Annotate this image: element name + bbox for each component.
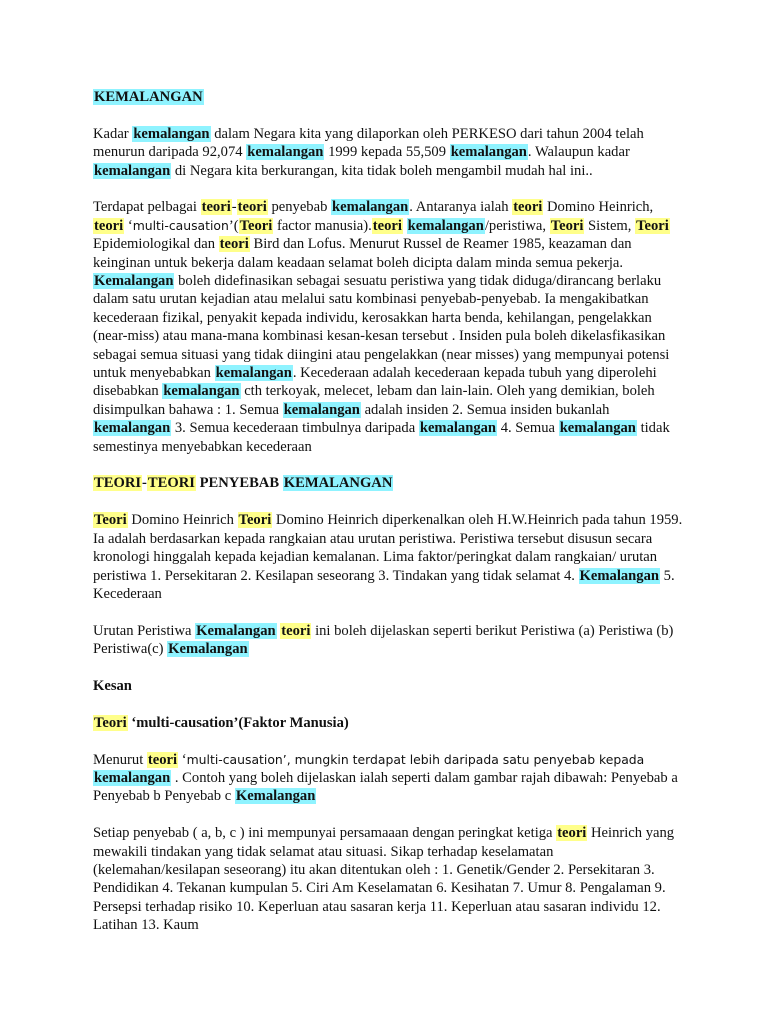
highlight-teori: teori — [281, 622, 311, 639]
highlight-teori: Teori — [239, 217, 273, 234]
text-run: 3. Semua kecederaan timbulnya daripada — [171, 420, 419, 437]
text-run: penyebab — [267, 199, 332, 216]
text-run: 5. Kecederaan — [93, 567, 675, 602]
paragraph-multi-causation — [93, 751, 683, 806]
text-run: Setiap penyebab ( a, b, c ) ini mempunyai persamaaan dengan peringkat ketiga — [93, 825, 557, 842]
highlight-kemalangan: KEMALANGAN — [283, 475, 393, 492]
highlight-teori: teori — [513, 199, 543, 216]
highlight-kemalangan: kemalangan — [332, 199, 409, 216]
highlight-teori: TEORI — [147, 475, 195, 492]
text-run: factor manusia). — [273, 217, 372, 234]
text-run: . Walaupun kadar — [527, 144, 630, 161]
highlight-kemalangan: Kemalangan — [579, 567, 660, 584]
text-run: PENYEBAB — [195, 475, 283, 492]
text-run: - — [142, 475, 147, 492]
paragraph-theories — [93, 198, 683, 456]
highlight-kemalangan: kemalangan — [215, 365, 292, 382]
highlight-kemalangan: Kemalangan — [235, 788, 316, 805]
text-run: ’( — [228, 217, 239, 234]
text-run: Sistem, — [584, 217, 636, 234]
highlight-kemalangan: kemalangan — [94, 769, 171, 786]
highlight-teori: Teori — [636, 217, 669, 234]
highlight-teori: Teori — [550, 217, 584, 234]
highlight-teori: teori — [237, 199, 267, 216]
paragraph-domino — [93, 511, 683, 603]
text-run: . Antaranya ialah — [409, 199, 513, 216]
text-run: 4. Semua — [497, 420, 559, 437]
highlight-teori: teori — [557, 825, 587, 842]
highlight-kemalangan: kemalangan — [559, 420, 636, 437]
paragraph-intro — [93, 125, 683, 180]
paragraph-penyebab — [93, 824, 683, 934]
highlight-kemalangan: kemalangan — [133, 125, 210, 142]
text-run: Heinrich yang mewakili tindakan yang tidak selamat atau situasi. Sikap terhadap keselamatan (kelemahan/kesilapan seseorang) itu akan ditentukan oleh : 1. Genetik/Gender 2. Persekitaran 3. Pendidikan 4. Tekanan kumpulan 5. Ciri Am Keselamatan 6. Kesihatan 7. Umur 8. Pengalaman 9. Persepsi terhadap risiko 10. Keperluan atau sasaran kerja 11. Keperluan atau sasaran individu 12. Latihan 13. Kaum — [93, 825, 675, 934]
paragraph-urutan — [93, 622, 683, 659]
text-run: . Kecederaan adalah kecederaan kepada tubuh yang diperolehi disebabkan — [93, 365, 657, 400]
heading-teori-penyebab — [93, 474, 683, 492]
text-run: Domino Heinrich — [127, 512, 238, 529]
highlight-teori: TEORI — [94, 475, 142, 492]
highlight-kemalangan: kemalangan — [419, 420, 497, 437]
text-run: Epidemiologikal dan — [93, 236, 219, 253]
text-run: - — [231, 199, 237, 216]
highlight-kemalangan: Kemalangan — [94, 273, 174, 290]
highlight-kemalangan: kemalangan — [94, 162, 171, 179]
text-run: . Contoh yang boleh dijelaskan ialah seperti dalam gambar rajah dibawah: Penyebab a Penyebab b Penyebab c — [93, 769, 678, 805]
text-run: multi-causation — [132, 217, 229, 233]
doc-title — [93, 88, 683, 106]
highlight-kemalangan: kemalangan — [163, 383, 240, 400]
text-run: boleh didefinasikan sebagai sesuatu peristiwa yang tidak diduga/dirancang berlaku dalam satu urutan kejadian atau melalui satu kombinasi penyebab-penyebab. Ia mengakibatkan kecederaan fizikal, penyakit kepada individu, kerosakkan harta benda, kehilangan, pengelakkan (near-miss) atau mana-mana kombinasi kesan-kesan tersebut . Insiden pula boleh dikelasfikasikan sebagai semua situasi yang tidak diingini atau pengelakkan (near misses) yang mempunyai potensi untuk menyebabkan — [93, 273, 670, 382]
text-run: ini boleh dijelaskan seperti berikut Peristiwa (a) Peristiwa (b) Peristiwa(c) — [93, 622, 674, 658]
text-run: Menurut — [93, 751, 147, 768]
text-run: multi-causation’, mungkin terdapat lebih daripada satu penyebab kepada — [186, 751, 645, 767]
text-run: adalah insiden 2. Semua insiden bukanlah — [360, 401, 610, 418]
highlight-kemalangan: kemalangan — [94, 420, 171, 437]
doc-title-text: KEMALANGAN — [94, 89, 203, 105]
highlight-teori: Teori — [238, 512, 272, 529]
text-run: ‘ — [178, 751, 187, 768]
text-run: /peristiwa, — [484, 217, 550, 234]
heading-kesan — [93, 677, 683, 695]
highlight-teori: teori — [94, 217, 124, 234]
highlight-kemalangan: kemalangan — [450, 144, 527, 161]
text-run: ‘ — [124, 217, 133, 234]
highlight-kemalangan: kemalangan — [407, 217, 484, 234]
text-run: cth terkoyak, melecet, lebam dan lain-lain. Oleh yang demikian, boleh disimpulkan bahawa : 1. Semua — [93, 383, 655, 418]
text-run: Domino Heinrich diperkenalkan oleh H.W.Heinrich pada tahun 1959. Ia adalah berdasarkan kepada rangkaian atau urutan peristiwa. Peristiwa tersebut disusun secara kronologi hinggalah kepada kejadian kemalanan. Lima faktor/peringkat dalam rangkaian/ urutan peristiwa 1. Persekitaran 2. Kesilapan seseorang 3. Tindakan yang tidak selamat 4. — [93, 512, 683, 584]
highlight-teori: Teori — [94, 512, 127, 529]
text-run: dalam Negara kita yang dilaporkan oleh PERKESO dari tahun 2004 telah menurun daripada 92,074 — [93, 125, 644, 161]
text-run: di Negara kita berkurangan, kita tidak boleh mengambil mudah hal ini.. — [171, 162, 593, 179]
document-body — [93, 88, 683, 953]
text-run: Domino Heinrich, — [543, 199, 654, 216]
highlight-teori: Teori — [94, 714, 127, 731]
highlight-teori: teori — [201, 199, 231, 216]
highlight-kemalangan: kemalangan — [247, 144, 324, 161]
highlight-teori: teori — [147, 751, 178, 768]
text-run: Kadar — [93, 125, 133, 142]
heading-multi-causation — [93, 714, 683, 732]
text-run: Kesan — [93, 677, 132, 694]
text-run: Terdapat pelbagai — [93, 199, 201, 216]
text-run: Bird dan Lofus. Menurut Russel de Reamer 1985, keazaman dan keinginan untuk bekerja dalam keadaan selamat boleh dicipta dalam minda semua pekerja. — [93, 236, 632, 271]
highlight-kemalangan: kemalangan — [283, 401, 360, 418]
text-run: ‘multi-causation’(Faktor Manusia) — [127, 714, 349, 731]
highlight-teori: teori — [372, 217, 402, 234]
highlight-teori: teori — [219, 236, 249, 253]
highlight-kemalangan: Kemalangan — [196, 622, 276, 639]
text-run: 1999 kepada 55,509 — [324, 144, 450, 161]
text-run: tidak semestinya menyebabkan kecederaan — [93, 420, 670, 455]
highlight-kemalangan: Kemalangan — [168, 641, 248, 658]
text-run: Urutan Peristiwa — [93, 622, 196, 639]
